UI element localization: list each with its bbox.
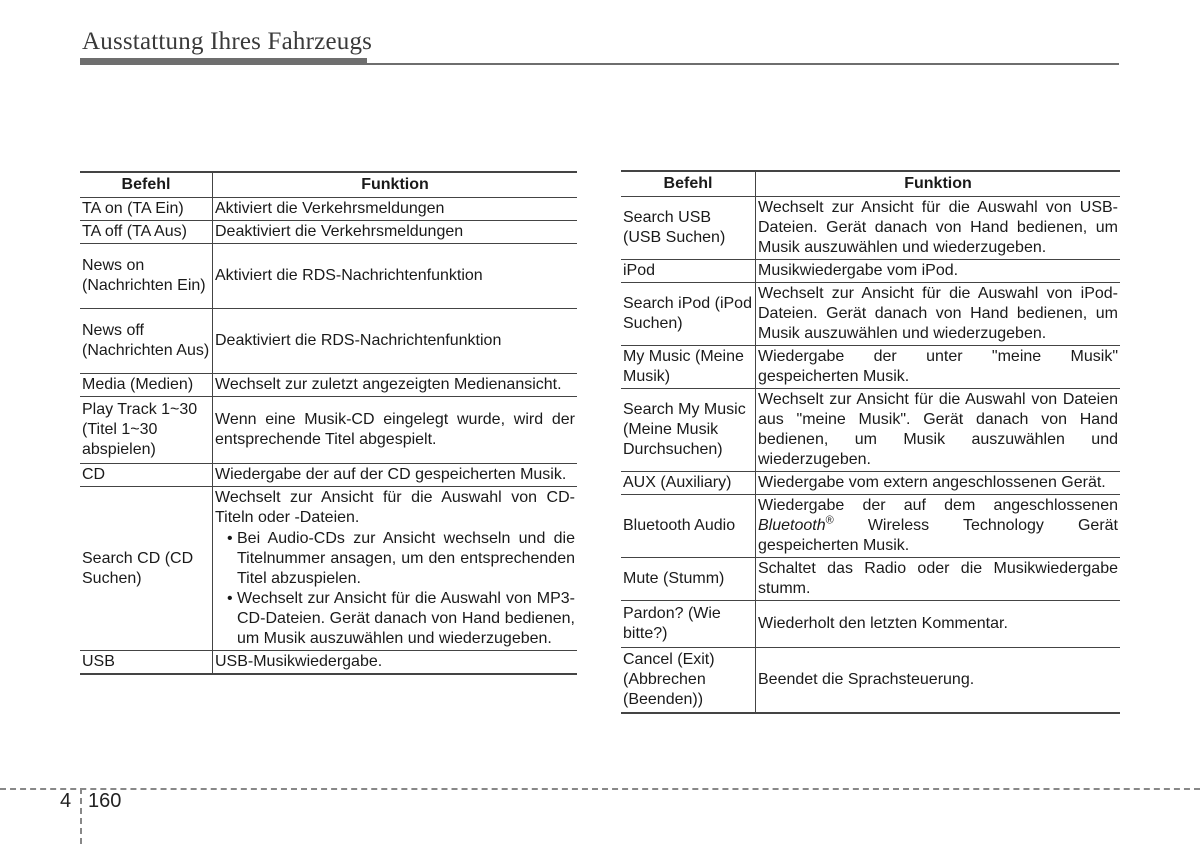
command-cell: Search My Music (Meine Musik Durchsuchen) — [621, 389, 756, 472]
header-rule-thick — [80, 58, 367, 65]
function-cell: Deaktiviert die RDS-Nachrichtenfunktion — [213, 309, 578, 374]
footer-dashed-rule — [0, 788, 1200, 790]
chapter-number: 4 — [60, 790, 72, 812]
command-cell: Search iPod (iPod Suchen) — [621, 283, 756, 346]
function-cell: Wechselt zur Ansicht für die Auswahl von USB-Dateien. Gerät danach von Hand bedienen, um Musik auszuwählen und wiederzugeben. — [756, 197, 1121, 260]
command-cell: iPod — [621, 260, 756, 283]
table-row — [80, 397, 577, 464]
command-cell: AUX (Auxiliary) — [621, 472, 756, 495]
column-header-befehl: Befehl — [621, 171, 756, 197]
bluetooth-brand-text: Bluetooth — [758, 517, 826, 534]
table-row — [621, 283, 1120, 346]
function-text: Wireless Technology Gerät gespeicherten Musik. — [758, 517, 1118, 554]
table-row — [621, 648, 1120, 714]
command-cell: TA off (TA Aus) — [80, 221, 213, 244]
column-header-funktion: Funktion — [213, 172, 578, 198]
command-cell: USB — [80, 651, 213, 675]
function-bullet-list — [215, 529, 575, 649]
function-cell: Wiedergabe der unter "meine Musik" gespeicherten Musik. — [756, 346, 1121, 389]
column-header-befehl: Befehl — [80, 172, 213, 198]
function-cell: Schaltet das Radio oder die Musikwiedergabe stumm. — [756, 558, 1121, 601]
command-cell: Mute (Stumm) — [621, 558, 756, 601]
table-row — [80, 374, 577, 397]
table-row — [621, 558, 1120, 601]
function-cell: USB-Musikwiedergabe. — [213, 651, 578, 675]
function-cell: Wechselt zur zuletzt angezeigten Medienansicht. — [213, 374, 578, 397]
function-cell: Musikwiedergabe vom iPod. — [756, 260, 1121, 283]
command-cell: Pardon? (Wie bitte?) — [621, 601, 756, 648]
function-cell — [213, 487, 578, 651]
registered-mark: ® — [825, 514, 834, 527]
table-header-row — [80, 172, 577, 198]
function-cell — [756, 495, 1121, 558]
function-cell: Deaktiviert die Verkehrsmeldungen — [213, 221, 578, 244]
table-row — [621, 495, 1120, 558]
function-cell: Wiederholt den letzten Kommentar. — [756, 601, 1121, 648]
column-header-funktion: Funktion — [756, 171, 1121, 197]
table-row — [80, 487, 577, 651]
command-cell: TA on (TA Ein) — [80, 198, 213, 221]
table-row — [80, 221, 577, 244]
page-header-title: Ausstattung Ihres Fahrzeugs — [82, 28, 373, 55]
table-header-row — [621, 171, 1120, 197]
bullet-item: • Wechselt zur Ansicht für die Auswahl von MP3-CD-Dateien. Gerät danach von Hand bedienen, um Musik auszuwählen und wiederzugeben. — [227, 589, 575, 649]
header-rule-thin — [367, 63, 1119, 65]
command-cell: News on (Nachrichten Ein) — [80, 244, 213, 309]
table-row — [80, 244, 577, 309]
table-row — [80, 651, 577, 675]
left-command-table — [80, 171, 577, 675]
function-cell: Beendet die Sprachsteuerung. — [756, 648, 1121, 714]
function-cell: Wenn eine Musik-CD eingelegt wurde, wird der entsprechende Titel abgespielt. — [213, 397, 578, 464]
function-cell: Wiedergabe der auf der CD gespeicherten Musik. — [213, 464, 578, 487]
function-cell: Aktiviert die Verkehrsmeldungen — [213, 198, 578, 221]
right-command-table — [621, 170, 1120, 714]
command-cell: Cancel (Exit) (Abbrechen (Beenden)) — [621, 648, 756, 714]
command-cell: Search CD (CD Suchen) — [80, 487, 213, 651]
table-row — [621, 346, 1120, 389]
table-row — [621, 197, 1120, 260]
table-row — [80, 309, 577, 374]
table-row — [80, 464, 577, 487]
command-cell: Media (Medien) — [80, 374, 213, 397]
function-cell: Wiedergabe vom extern angeschlossenen Gerät. — [756, 472, 1121, 495]
command-cell: News off (Nachrichten Aus) — [80, 309, 213, 374]
command-cell: Play Track 1~30 (Titel 1~30 abspielen) — [80, 397, 213, 464]
function-text: Wiedergabe der auf dem angeschlossenen — [758, 497, 1118, 514]
function-cell: Aktiviert die RDS-Nachrichtenfunktion — [213, 244, 578, 309]
table-row — [621, 601, 1120, 648]
command-cell: Search USB (USB Suchen) — [621, 197, 756, 260]
function-cell: Wechselt zur Ansicht für die Auswahl von Dateien aus "meine Musik". Gerät danach von Hand bedienen, um Musik auszuwählen und wiederzugeben. — [756, 389, 1121, 472]
function-cell: Wechselt zur Ansicht für die Auswahl von iPod-Dateien. Gerät danach von Hand bedienen, um Musik auszuwählen und wiederzugeben. — [756, 283, 1121, 346]
footer-dashed-divider — [80, 788, 82, 844]
table-row — [80, 198, 577, 221]
function-text: Wechselt zur Ansicht für die Auswahl von CD-Titeln oder -Dateien. — [215, 489, 575, 526]
bullet-item: • Bei Audio-CDs zur Ansicht wechseln und die Titelnummer ansagen, um den entsprechenden Titel abzuspielen. — [227, 529, 575, 589]
command-cell: My Music (Meine Musik) — [621, 346, 756, 389]
command-cell: Bluetooth Audio — [621, 495, 756, 558]
table-row — [621, 389, 1120, 472]
page-number: 160 — [88, 790, 122, 812]
table-row — [621, 260, 1120, 283]
command-cell: CD — [80, 464, 213, 487]
table-row — [621, 472, 1120, 495]
